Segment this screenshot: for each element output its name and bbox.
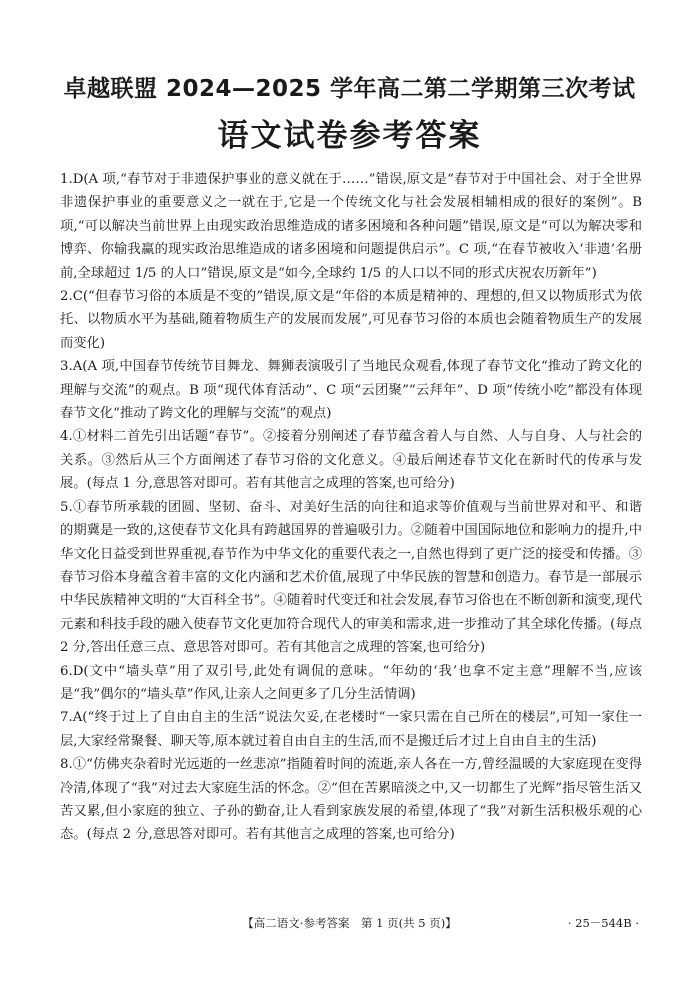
answer-list <box>60 168 642 847</box>
page-footer <box>0 915 699 935</box>
exam-title: 卓越联盟 2024—2025 学年高二第二学期第三次考试 <box>63 76 636 102</box>
answer-number: 8. <box>60 757 73 773</box>
answer-item-4 <box>60 425 642 495</box>
answer-text: A(“终于过上了自由自主的生活”说法欠妥,在老楼时“一家只需在自己所在的楼层”,可知一家住一层,大家经常聚餐、聊天等,原本就过着自由自主的生活,而不是搬迁后才过上自由自主的生活) <box>60 710 642 749</box>
answer-number: 6. <box>60 663 73 679</box>
exam-code: · 25－544B · <box>567 916 639 930</box>
answer-number: 7. <box>60 710 73 726</box>
answer-number: 2. <box>60 289 73 305</box>
answer-item-6 <box>60 660 642 707</box>
answer-item-1 <box>60 168 642 285</box>
answer-text: C(“但春节习俗的本质是不变的”错误,原文是“年俗的本质是精神的、理想的,但又以物质形式为依托、以物质水平为基础,随着物质生产的发展而发展”,可见春节习俗的本质也会随着物质生产的发展而变化) <box>60 289 642 351</box>
answer-text: A(A 项,中国春节传统节目舞龙、舞狮表演吸引了当地民众观看,体现了春节文化“推动了跨文化的理解与交流”的观点。B 项“现代体育活动”、C 项“云团聚”“云拜年”、D 项“传统小吃”都没有体现春节文化“推动了跨文化的理解与交流”的观点) <box>60 359 642 422</box>
answer-number: 3. <box>60 359 73 375</box>
answer-number: 4. <box>60 429 73 445</box>
answer-item-7 <box>60 706 642 753</box>
answer-number: 1. <box>60 172 73 187</box>
answer-text: ①“仿佛夹杂着时光远逝的一丝悲凉”指随着时间的流逝,亲人各在一方,曾经温暖的大家庭现在变得冷清,体现了“我”对过去大家庭生活的怀念。②“但在苦累暗淡之中,又一切都生了光辉”指尽管生活又苦又累,但小家庭的独立、子孙的勤奋,让人看到家族发展的希望,体现了“我”对新生活积极乐观的心态。(每点 2 分,意思答对即可。若有其他言之成理的答案,也可给分) <box>60 757 642 843</box>
page-info: 【高二语文·参考答案 第 1 页(共 5 页)】 <box>242 916 457 930</box>
answer-item-5 <box>60 496 642 660</box>
answer-item-2 <box>60 285 642 355</box>
answer-text: ①材料二首先引出话题“春节”。②接着分别阐述了春节蕴含着人与自然、人与自身、人与社会的关系。③然后从三个方面阐述了春节习俗的文化意义。④最后阐述春节文化在新时代的传承与发展。(每点 1 分,意思答对即可。若有其他言之成理的答案,也可给分) <box>60 429 642 492</box>
answer-key-title: 语文试卷参考答案 <box>217 118 482 154</box>
answer-item-3 <box>60 355 642 425</box>
answer-text: D(文中“墙头草”用了双引号,此处有调侃的意味。“年幼的‘我’也拿不定主意”理解不当,应该是“我”偶尔的“墙头草”作风,让亲人之间更多了几分生活情调) <box>60 663 642 702</box>
answer-item-8 <box>60 753 642 847</box>
answer-text: ①春节所承载的团圆、坚韧、奋斗、对美好生活的向往和追求等价值观与当前世界对和平、和谐的期冀是一致的,这使春节文化具有跨越国界的普遍吸引力。②随着中国国际地位和影响力的提升,中华文化日益受到世界重视,春节作为中华文化的重要代表之一,自然也得到了更广泛的接受和传播。③春节习俗本身蕴含着丰富的文化内涵和艺术价值,展现了中华民族的智慧和创造力。春节是一部展示中华民族精神文明的“大百科全书”。④随着时代变迁和社会发展,春节习俗也在不断创新和演变,现代元素和科技手段的融入使春节文化更加符合现代人的审美和需求,进一步推动了其全球化传播。(每点 2 分,答出任意三点、意思答对即可。若有其他言之成理的答案,也可给分) <box>60 499 642 656</box>
answer-number: 5. <box>60 499 73 515</box>
answer-text: D(A 项,“春节对于非遗保护事业的意义就在于……”错误,原文是“春节对于中国社会、对于全世界非遗保护事业的重要意义之一就在于,它是一个传统文化与社会发展相辅相成的很好的案例”。B 项,“可以解决当前世界上由现实政治思维造成的诸多困境和各种问题”错误,原文是“可以为解决零和博弈、你输我赢的现实政治思维造成的诸多困境和问题提供启示”。C 项,“在春节被收入‘非遗’名册前,全球超过 1/5 的人口”错误,原文是“如今,全球约 1/5 的人口以不同的形式庆祝农历新年”) <box>60 172 642 281</box>
